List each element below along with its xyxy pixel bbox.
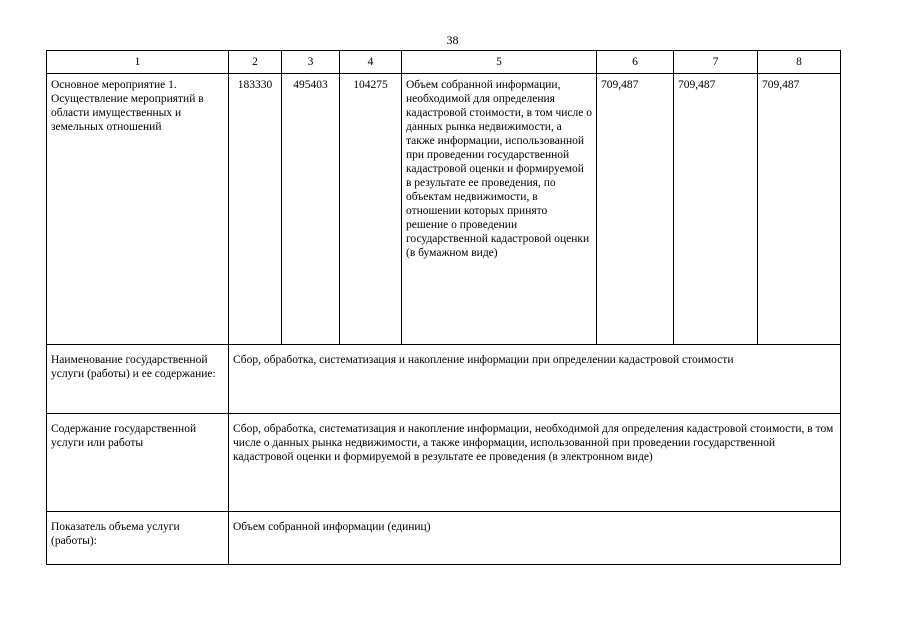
volume-indicator-row — [47, 512, 841, 565]
header-cell-6: 6 — [597, 51, 674, 74]
indicator-description: Объем собранной информации, необходимой для определения кадастровой стоимости, в том числе о данных рынка недвижимости, а также информации, использованной при проведении государственной кадастровой оценки и формируемой в результате ее проведения, по объектам недвижимости, в отношении которых принято решение о проведении государственной кадастровой оценки (в бумажном виде) — [402, 74, 597, 345]
value-col7: 709,487 — [674, 74, 758, 345]
value-col2: 183330 — [229, 74, 282, 345]
value-col4: 104275 — [340, 74, 402, 345]
document-table — [46, 50, 841, 565]
header-cell-7: 7 — [674, 51, 758, 74]
header-cell-8: 8 — [758, 51, 841, 74]
value-col3: 495403 — [282, 74, 340, 345]
value-col8: 709,487 — [758, 74, 841, 345]
service-name-value: Сбор, обработка, систематизация и накопление информации при определении кадастровой стоимости — [229, 345, 841, 414]
activity-row — [47, 74, 841, 345]
service-content-value: Сбор, обработка, систематизация и накопление информации, необходимой для определения кадастровой стоимости, в том числе о данных рынка недвижимости, а также информации, использованной при проведении государственной кадастровой оценки и формируемой в результате ее проведения (в электронном виде) — [229, 414, 841, 512]
header-cell-3: 3 — [282, 51, 340, 74]
service-name-row — [47, 345, 841, 414]
header-cell-5: 5 — [402, 51, 597, 74]
header-cell-1: 1 — [47, 51, 229, 74]
header-row — [47, 51, 841, 74]
service-content-label: Содержание государственной услуги или работы — [47, 414, 229, 512]
activity-name: Основное мероприятие 1. Осуществление мероприятий в области имущественных и земельных отношений — [47, 74, 229, 345]
volume-indicator-value: Объем собранной информации (единиц) — [229, 512, 841, 565]
service-content-row — [47, 414, 841, 512]
service-name-label: Наименование государственной услуги (работы) и ее содержание: — [47, 345, 229, 414]
volume-indicator-label: Показатель объема услуги (работы): — [47, 512, 229, 565]
header-cell-2: 2 — [229, 51, 282, 74]
page-number: 38 — [446, 33, 459, 47]
header-cell-4: 4 — [340, 51, 402, 74]
value-col6: 709,487 — [597, 74, 674, 345]
